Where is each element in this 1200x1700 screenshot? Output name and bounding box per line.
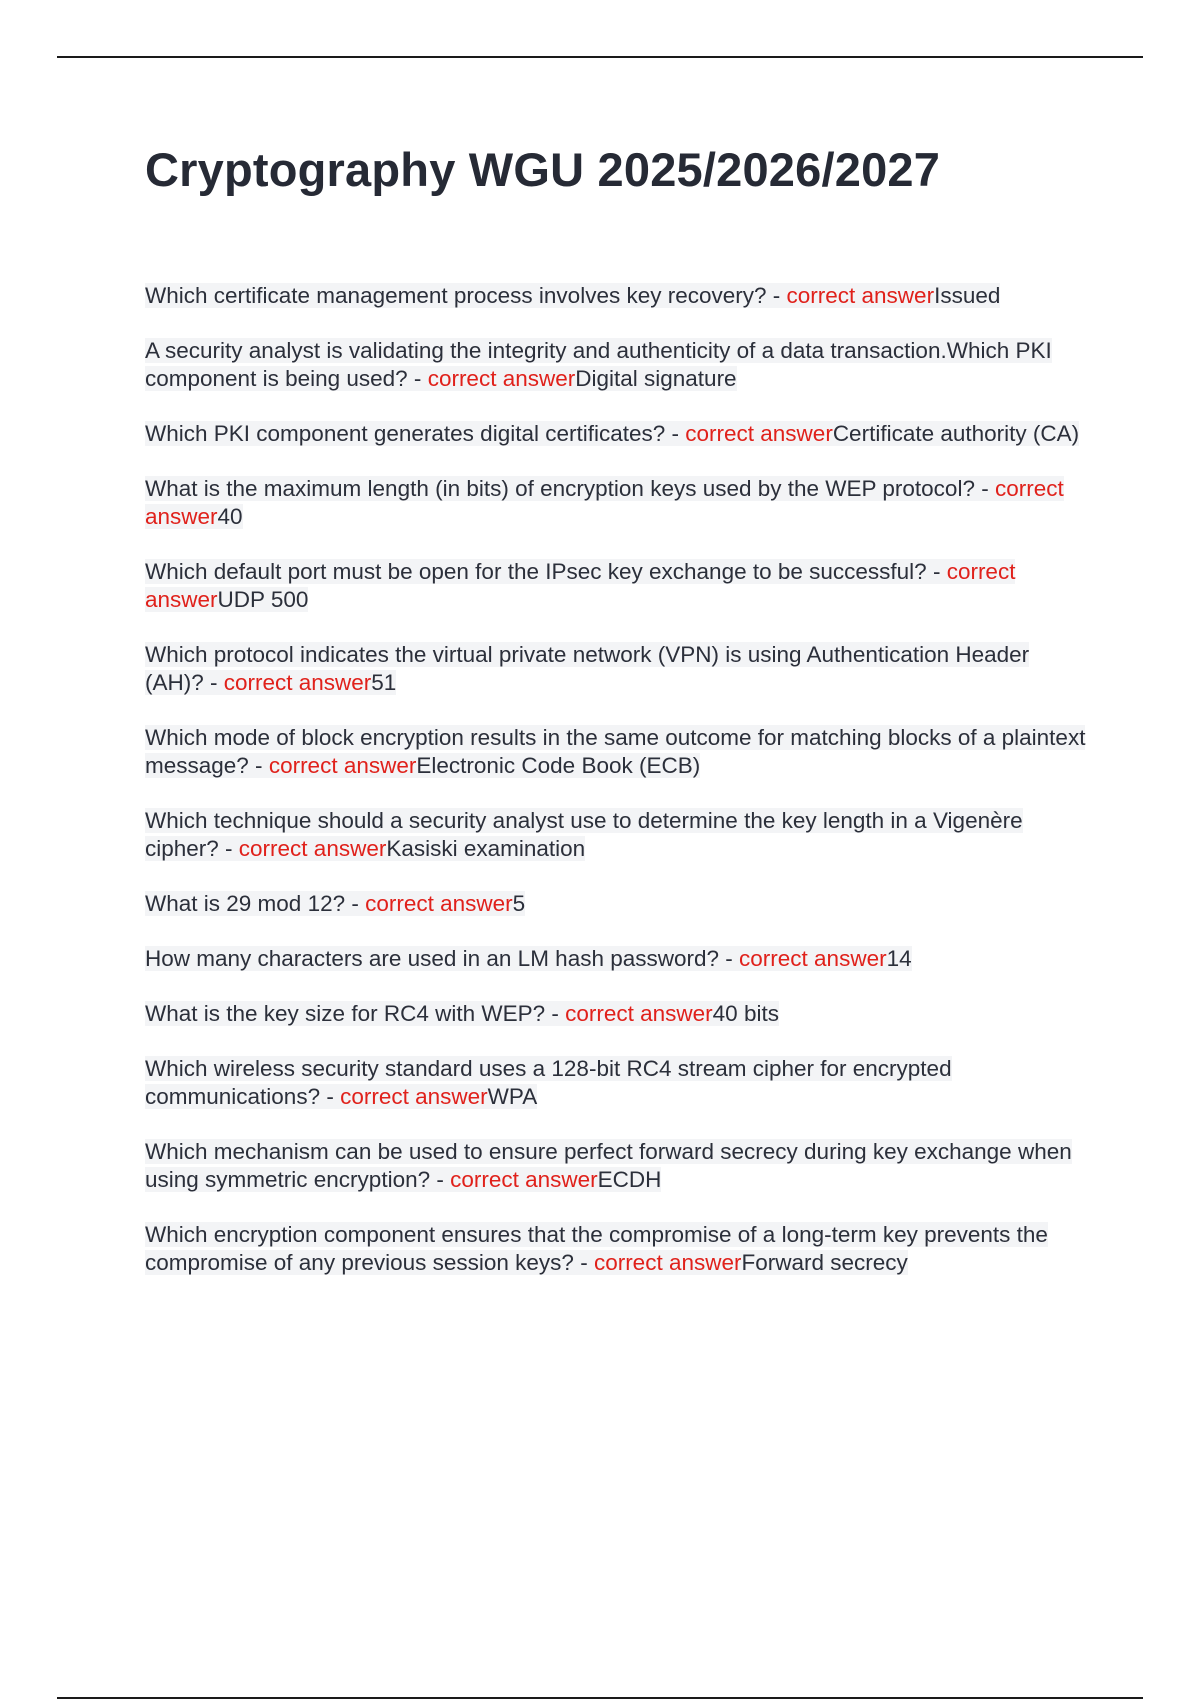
- qa-item: [145, 337, 1090, 393]
- question-text: Which encryption component ensures that the compromise of a long-term key prevents the compromise of any previous session keys? -: [145, 1222, 1048, 1275]
- answer-text: UDP 500: [217, 587, 309, 612]
- question-text: What is 29 mod 12? -: [145, 891, 366, 916]
- answer-text: 51: [371, 670, 397, 695]
- question-text: How many characters are used in an LM hash password? -: [145, 946, 740, 971]
- question-text: Which mode of block encryption results in the same outcome for matching blocks of a plaintext message? -: [145, 725, 1086, 778]
- question-text: Which mechanism can be used to ensure perfect forward secrecy during key exchange when using symmetric encryption? -: [145, 1139, 1072, 1192]
- answer-text: Digital signature: [575, 366, 737, 391]
- top-rule: [57, 56, 1143, 58]
- answer-text: WPA: [487, 1084, 538, 1109]
- qa-item: [145, 945, 1090, 973]
- correct-answer-label: correct answer: [238, 836, 387, 861]
- answer-text: 40 bits: [712, 1001, 779, 1026]
- qa-item: [145, 807, 1090, 863]
- qa-item: [145, 1055, 1090, 1111]
- answer-text: ECDH: [597, 1167, 662, 1192]
- qa-item: [145, 641, 1090, 697]
- qa-list: [145, 282, 1090, 1304]
- answer-text: 5: [512, 891, 526, 916]
- correct-answer-label: correct answer: [427, 366, 576, 391]
- answer-text: Kasiski examination: [386, 836, 586, 861]
- question-text: Which protocol indicates the virtual private network (VPN) is using Authentication Header (AH)? -: [145, 642, 1030, 695]
- question-text: A security analyst is validating the integrity and authenticity of a data transaction.Which PKI component is being used? -: [145, 338, 1052, 391]
- question-text: Which default port must be open for the IPsec key exchange to be successful? -: [145, 559, 947, 584]
- correct-answer-label: correct answer: [685, 421, 833, 446]
- correct-answer-label: correct answer: [365, 891, 513, 916]
- question-text: Which PKI component generates digital certificates? -: [145, 421, 686, 446]
- correct-answer-label: correct answer: [739, 946, 887, 971]
- answer-text: Electronic Code Book (ECB): [416, 753, 701, 778]
- question-text: Which certificate management process involves key recovery? -: [145, 283, 787, 308]
- correct-answer-label: correct answer: [145, 476, 1064, 529]
- answer-text: 40: [217, 504, 243, 529]
- qa-item: [145, 890, 1090, 918]
- answer-text: Certificate authority (CA): [832, 421, 1080, 446]
- answer-text: Issued: [934, 283, 1001, 308]
- qa-item: [145, 475, 1090, 531]
- answer-text: 14: [886, 946, 912, 971]
- qa-item: [145, 1138, 1090, 1194]
- qa-item: [145, 1000, 1090, 1028]
- qa-item: [145, 420, 1090, 448]
- correct-answer-label: correct answer: [340, 1084, 488, 1109]
- qa-item: [145, 558, 1090, 614]
- correct-answer-label: correct answer: [145, 559, 1016, 612]
- correct-answer-label: correct answer: [565, 1001, 713, 1026]
- question-text: Which wireless security standard uses a 128-bit RC4 stream cipher for encrypted communications? -: [145, 1056, 952, 1109]
- answer-text: Forward secrecy: [741, 1250, 908, 1275]
- correct-answer-label: correct answer: [786, 283, 935, 308]
- correct-answer-label: correct answer: [593, 1250, 742, 1275]
- question-text: Which technique should a security analyst use to determine the key length in a Vigenère cipher? -: [145, 808, 1023, 861]
- page-title: Cryptography WGU 2025/2026/2027: [145, 143, 941, 196]
- bottom-rule: [57, 1697, 1143, 1699]
- question-text: What is the maximum length (in bits) of encryption keys used by the WEP protocol? -: [145, 476, 995, 501]
- qa-item: [145, 724, 1090, 780]
- qa-item: [145, 1221, 1090, 1277]
- correct-answer-label: correct answer: [223, 670, 372, 695]
- correct-answer-label: correct answer: [268, 753, 417, 778]
- correct-answer-label: correct answer: [450, 1167, 598, 1192]
- qa-item: [145, 282, 1090, 310]
- question-text: What is the key size for RC4 with WEP? -: [145, 1001, 566, 1026]
